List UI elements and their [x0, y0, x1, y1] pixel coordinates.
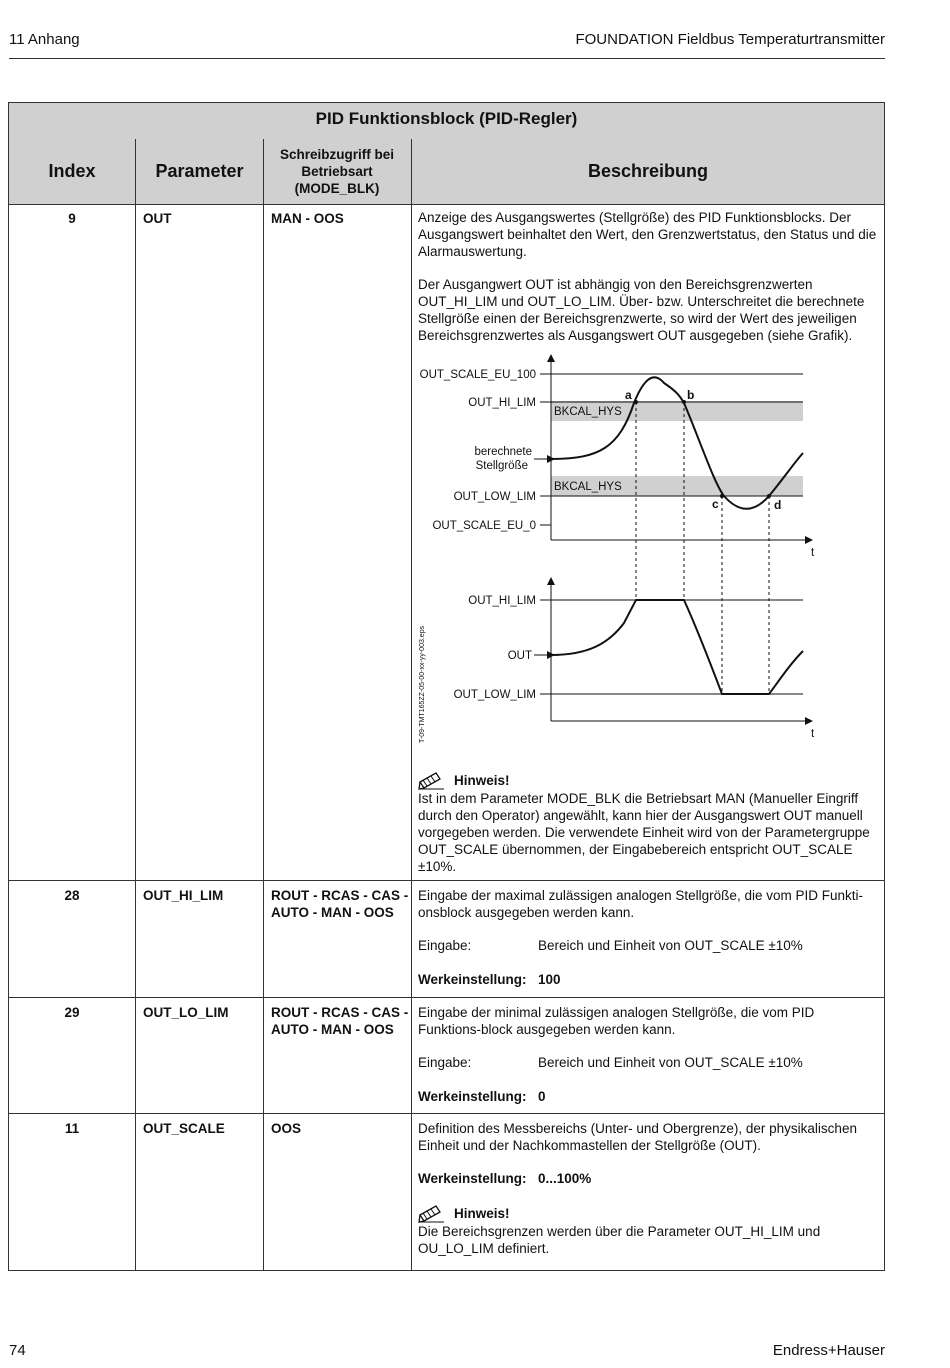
row-parameter: OUT_HI_LIM: [143, 888, 224, 903]
default-label: Werkeinstellung:: [418, 1171, 527, 1186]
label-hys-top: BKCAL_HYS: [554, 406, 622, 418]
row-index: 11: [64, 1121, 80, 1136]
note-text: Die Bereichsgrenzen werden über die Parameter OUT_HI_LIM und OU_LO_LIM definiert.: [418, 1224, 821, 1256]
note-heading: [418, 1203, 880, 1223]
label-point-b: b: [687, 388, 695, 402]
row-parameter: OUT_LO_LIM: [143, 1005, 229, 1020]
label-t-upper: t: [811, 547, 815, 559]
label-low-lim: OUT_LOW_LIM: [453, 491, 536, 503]
row-description: [418, 887, 880, 988]
pencil-icon: [418, 1203, 446, 1223]
label-hi-lim-lower: OUT_HI_LIM: [468, 595, 536, 607]
description-paragraph: Eingabe der maximal zulässigen analogen Stellgröße, die vom PID Funkti-onsblock ausgegeben werden kann.: [418, 888, 863, 920]
row-index: 29: [64, 1005, 80, 1020]
default-label: Werkeinstellung:: [418, 972, 527, 987]
default-value: 100: [538, 972, 561, 987]
description-paragraph: Der Ausgangwert OUT ist abhängig von den Bereichsgrenzwerten OUT_HI_LIM und OUT_LO_LIM. Über- bzw. Unterschreitet die berechnete Stellgröße einen der Bereichsgrenzwerte, so wird der Wert des jeweiligen Bereichsgrenzwertes als Ausgangswert OUT ausgegeben (siehe Grafik).: [418, 277, 865, 343]
default-value: 0...100%: [538, 1171, 592, 1186]
description-paragraph: Anzeige des Ausgangswertes (Stellgröße) des PID Funktionsblocks. Der Ausgangswert beinhaltet den Wert, den Grenzwertstatus, den Status und die Alarmauswertung.: [418, 210, 877, 259]
output-curve: [551, 600, 803, 694]
note-title: Hinweis!: [454, 772, 510, 788]
row-divider: [9, 880, 884, 881]
row-parameter: OUT: [143, 211, 172, 226]
row-index: 9: [68, 211, 76, 226]
row-description: [418, 1120, 880, 1257]
pid-output-limit-diagram: [413, 350, 823, 745]
column-header-mode: Schreibzugriff bei Betriebsart (MODE_BLK): [279, 147, 394, 196]
row-mode: ROUT - RCAS - CAS - AUTO - MAN - OOS: [271, 888, 409, 920]
row-divider: [9, 997, 884, 998]
row-mode: MAN - OOS: [271, 211, 344, 226]
label-t-lower: t: [811, 728, 815, 740]
running-header-title: FOUNDATION Fieldbus Temperaturtransmitter: [575, 31, 885, 48]
page-number: 74: [9, 1342, 26, 1359]
input-label: Eingabe:: [418, 1055, 472, 1070]
column-header-description: Beschreibung: [587, 161, 709, 181]
running-header-chapter: 11 Anhang: [9, 31, 80, 48]
diagram-file-id: T-09-TMT165ZZ-05-00-xx-yy-003.eps: [419, 625, 426, 743]
note-title: Hinweis!: [454, 1205, 510, 1221]
label-low-lim-lower: OUT_LOW_LIM: [453, 689, 536, 701]
row-mode: ROUT - RCAS - CAS - AUTO - MAN - OOS: [271, 1005, 409, 1037]
header-rule: [9, 58, 885, 59]
label-out: OUT: [507, 650, 532, 662]
label-point-a: a: [625, 388, 632, 402]
note-heading: [418, 770, 880, 790]
label-calc-1: berechnete: [474, 446, 532, 458]
label-hys-bottom: BKCAL_HYS: [554, 481, 622, 493]
row-mode: OOS: [271, 1121, 302, 1136]
label-point-d: d: [774, 498, 782, 512]
default-value: 0: [538, 1089, 546, 1104]
row-description: [418, 209, 880, 360]
default-label: Werkeinstellung:: [418, 1089, 527, 1104]
column-header-parameter: Parameter: [155, 161, 244, 181]
table-title: PID Funktionsblock (PID-Regler): [315, 109, 578, 128]
row-divider: [9, 1113, 884, 1114]
note-block: [418, 770, 880, 875]
description-paragraph: Definition des Messbereichs (Unter- und Obergrenze), der physikalischen Einheit und der Nachkommastellen der Stellgröße (OUT).: [418, 1121, 857, 1153]
input-label: Eingabe:: [418, 938, 472, 953]
row-description: [418, 1004, 880, 1105]
table-header: [9, 103, 884, 205]
pid-parameter-table: [8, 102, 885, 1271]
description-paragraph: Eingabe der minimal zulässigen analogen Stellgröße, die vom PID Funktions-block ausgegeben werden kann.: [418, 1005, 815, 1037]
input-range: [418, 1054, 880, 1071]
column-divider: [411, 139, 412, 1270]
default-setting: [418, 971, 880, 988]
brand-name: Endress+Hauser: [772, 1342, 885, 1359]
column-divider: [263, 139, 264, 1270]
default-setting: [418, 1088, 880, 1105]
default-setting: [418, 1170, 880, 1187]
note-text: Ist in dem Parameter MODE_BLK die Betriebsart MAN (Manueller Eingriff durch den Operator) angewählt, kann hier der Ausgangswert OUT manuell vorgegeben werden. Die verwendete Einheit wird von der Parametergruppe OUT_SCALE übernommen, der Eingabebereich entspricht OUT_SCALE ±10%.: [418, 791, 870, 874]
input-range: [418, 937, 880, 954]
label-point-c: c: [712, 497, 719, 511]
column-divider: [135, 139, 136, 1270]
label-scale-100: OUT_SCALE_EU_100: [419, 369, 536, 381]
column-header-index: Index: [48, 161, 96, 181]
row-parameter: OUT_SCALE: [143, 1121, 225, 1136]
label-calc-2: Stellgröße: [475, 460, 528, 472]
row-index: 28: [64, 888, 80, 903]
input-value: Bereich und Einheit von OUT_SCALE ±10%: [538, 1055, 803, 1070]
input-value: Bereich und Einheit von OUT_SCALE ±10%: [538, 938, 803, 953]
label-scale-0: OUT_SCALE_EU_0: [432, 520, 536, 532]
pencil-icon: [418, 770, 446, 790]
label-hi-lim: OUT_HI_LIM: [468, 397, 536, 409]
